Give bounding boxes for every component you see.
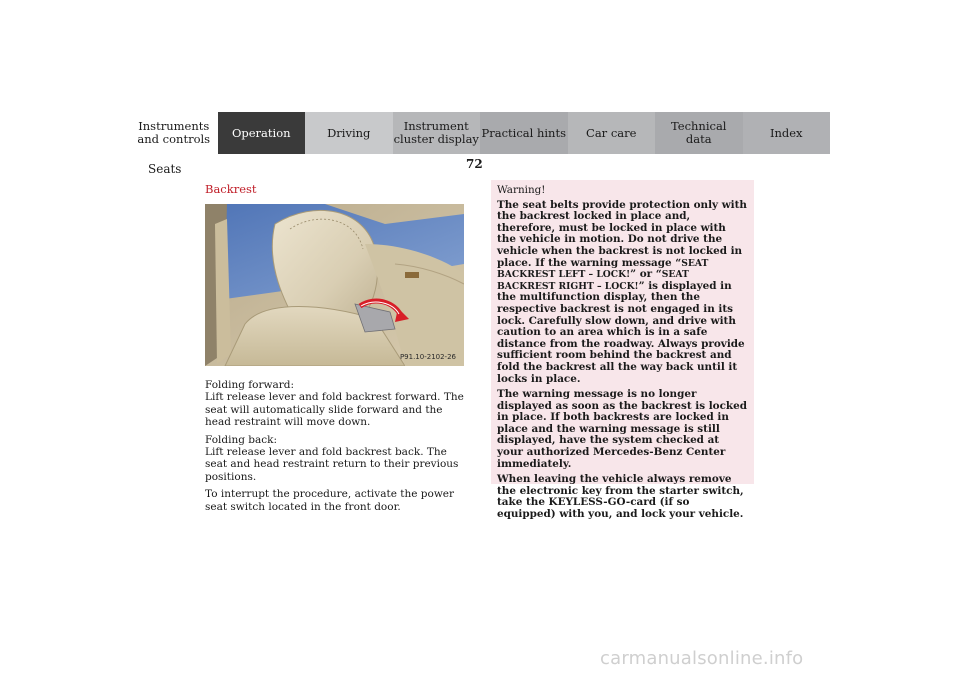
figure-code: P91.10-2102-26 [399,353,456,361]
paragraph-interrupt: To interrupt the procedure, activate the power seat switch located in the front door. [205,488,455,513]
tab-index[interactable]: Index [743,112,831,154]
display-message-left: SEAT BACKREST LEFT – LOCK! [497,257,709,281]
paragraph-folding-forward: Folding forward: Lift release lever and fold backrest forward. The seat will automatically slide forward and the head restraint will move down. [205,379,464,429]
section-title: Seats [148,162,182,176]
subheading-backrest: Backrest [205,182,257,196]
instructions-text [205,379,467,518]
warning-paragraph-2: The warning message is no longer displayed as soon as the backrest is locked in place. If both backrests are locked in place and the warning message is still displayed, have the system checked at your authorized Mercedes-Benz Center immediately. [497,388,747,470]
chapter-tabs [130,112,830,154]
tab-technical-data[interactable]: Technical data [655,112,743,154]
warning-text: ” or “ [630,268,662,281]
warning-box [491,180,754,521]
warning-text: ” is displayed in the multifunction display, then the respective backrest is not engaged in its lock. Carefully slow down, and drive with caution to an area which is in a safe distance from the roadway. Always provide sufficient room behind the backrest and fold the backrest all the way back until it locks in place. [497,279,745,385]
tab-instrument-cluster-display[interactable]: Instrument cluster display [393,112,481,154]
tab-car-care[interactable]: Car care [568,112,656,154]
tab-practical-hints[interactable]: Practical hints [480,112,568,154]
warning-paragraph-3: When leaving the vehicle always remove the electronic key from the starter switch, take the KEYLESS-GO-card (if so equipped) with you, and lock your vehicle. [497,473,744,521]
tab-driving[interactable]: Driving [305,112,393,154]
seat-illustration-graphic [205,204,464,366]
warning-title: Warning! [497,184,546,196]
paragraph-folding-back: Folding back: Lift release lever and fold backrest back. The seat and head restraint return to their previous positions. [205,433,459,483]
tab-operation[interactable]: Operation [218,112,306,154]
warning-paragraph-1 [497,200,748,386]
display-message-right: SEAT BACKREST RIGHT – LOCK! [497,269,689,292]
tab-instruments-and-controls[interactable]: Instruments and controls [130,112,218,154]
backrest-illustration [205,204,464,366]
page-number: 72 [466,157,483,171]
warning-text: The seat belts provide protection only with the backrest locked in place and, therefore, must be locked in place with the vehicle in motion. Do not drive the vehicle when the backrest is not locked in place. If the warning message “ [497,198,747,269]
watermark: carmanualsonline.info [600,648,804,669]
